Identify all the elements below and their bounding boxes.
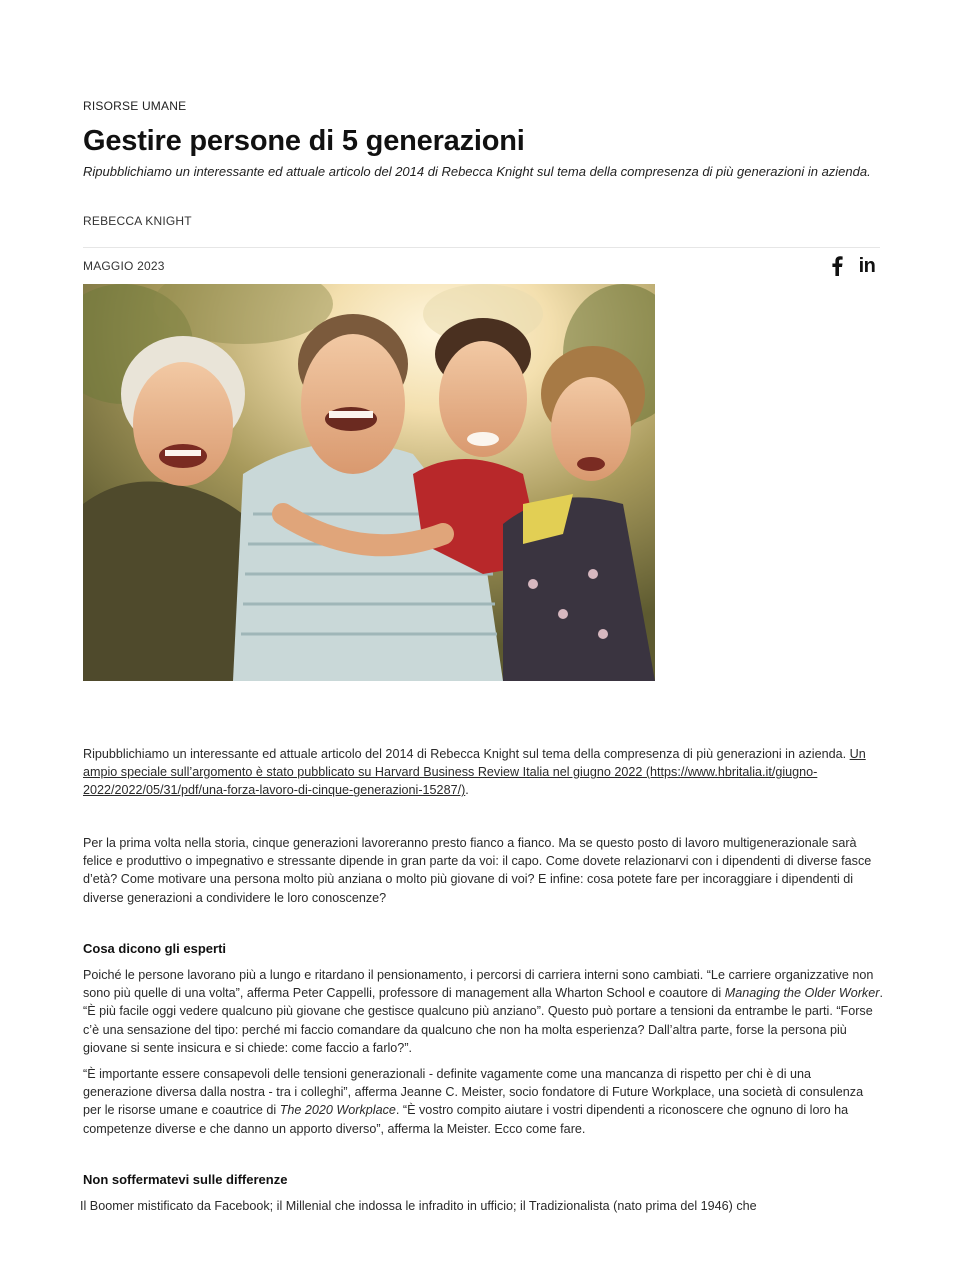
section-heading-differences: Non soffermatevi sulle differenze	[83, 1172, 288, 1187]
article-category: RISORSE UMANE	[83, 99, 187, 113]
body-paragraph-2: Per la prima volta nella storia, cinque generazioni lavoreranno presto fianco a fianco. Ma se questo posto di lavoro multigenerazionale sarà felice e produttivo o impegnativo e stressante dipende in gran parte da voi: il capo. Come dovete relazionarvi con i dipendenti di diverse fasce d’età? Come motivare una persona molto più anziana o molto più giovane di voi? E infine: cosa potete fare per incoraggiare i dipendenti di diverse generazioni a condividere le loro conoscenze?	[83, 836, 872, 905]
body-paragraph-3: Poiché le persone lavorano più a lungo e ritardano il pensionamento, i percorsi di carriera interni sono cambiati. “Le carriere organizzative non sono più quelle di una volta”, afferma Peter Cappelli, professore di management alla Wharton School e coautore di Managing the Older Worker. “È più facile oggi vedere qualcuno più giovane che gestisce qualcuno più anziano”. Questo può portare a tensioni da entrambe le parti. “Forse c’è una sensazione del tipo: perché mi faccio comandare da qualcuno che non ha molta esperienza? Dall’altra parte, forse la persona più giovane si sente insicura e si chiede: come faccio a farlo?”.	[83, 968, 883, 1055]
article-subtitle: Ripubblichiamo un interessante ed attuale articolo del 2014 di Rebecca Knight sul tema della compresenza di più generazioni in azienda.	[83, 164, 871, 179]
hero-image	[83, 284, 655, 681]
body-paragraph-1: Ripubblichiamo un interessante ed attuale articolo del 2014 di Rebecca Knight sul tema della compresenza di più generazioni in azienda. Un ampio speciale sull’argomento è stato pubblicato su Harvard Business Review Italia nel giugno 2022 (https://www.hbritalia.it/giugno-2022/2022/05/31/pdf/una-forza-lavoro-di-cinque-generazioni-15287/).	[83, 747, 866, 798]
article-author: REBECCA KNIGHT	[83, 214, 192, 228]
body-paragraph-4: “È importante essere consapevoli delle tensioni generazionali - definite vagamente come una mancanza di rispetto per chi è di una generazione diversa dalla nostra - tra i colleghi”, afferma Jeanne C. Meister, socio fondatore di Future Workplace, una società di consulenza per le risorse umane e coautrice di The 2020 Workplace. “È vostro compito aiutare i vostri dipendenti a riconoscere che ognuno di loro ha competenze diverse e che danno un apporto diverso”, afferma la Meister. Ecco come fare.	[83, 1067, 864, 1136]
facebook-icon	[831, 256, 843, 276]
linkedin-share-button[interactable]	[854, 255, 880, 277]
hbr-italia-link[interactable]: Un ampio speciale sull’argomento è stato pubblicato su Harvard Business Review Italia nel giugno 2022 (https://www.hbritalia.it/giugno-2022/2022/05/31/pdf/una-forza-lavoro-di-cinque-generazioni-15287/)	[83, 747, 866, 798]
article-date: MAGGIO 2023	[83, 259, 165, 273]
section-heading-experts: Cosa dicono gli esperti	[83, 941, 227, 956]
article-title: Gestire persone di 5 generazioni	[83, 125, 525, 157]
header-divider	[83, 247, 880, 248]
body-paragraph-5: Il Boomer mistificato da Facebook; il Millenial che indossa le infradito in ufficio; il Tradizionalista (nato prima del 1946) che	[80, 1199, 757, 1213]
facebook-share-button[interactable]	[828, 255, 846, 277]
linkedin-icon: in	[858, 254, 876, 277]
